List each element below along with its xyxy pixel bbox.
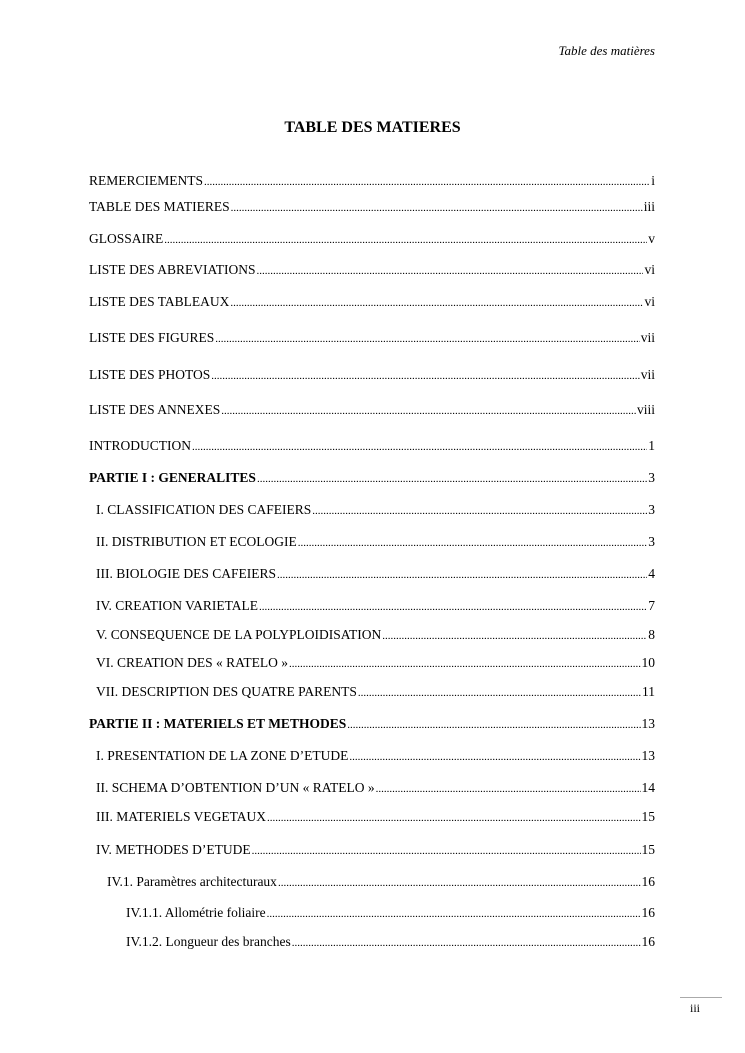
toc-entry-creation-ratelo[interactable]: VI. CREATION DES « RATELO » ..... 10 <box>96 654 655 673</box>
toc-entry-biologie[interactable]: III. BIOLOGIE DES CAFEIERS ..... 4 <box>96 565 655 584</box>
toc-entry-glossaire[interactable]: GLOSSAIRE ..... v <box>89 230 655 249</box>
toc-entry-liste-annexes[interactable]: LISTE DES ANNEXES ..... viii <box>89 401 655 420</box>
toc-entry-methodes-etude[interactable]: IV. METHODES D’ETUDE ..... 15 <box>96 841 655 860</box>
footer-divider <box>680 997 722 998</box>
toc-entry-materiels-vegetaux[interactable]: III. MATERIELS VEGETAUX ..... 15 <box>96 808 655 827</box>
toc-entry-liste-photos[interactable]: LISTE DES PHOTOS ..... vii <box>89 366 655 385</box>
toc-entry-partie-1[interactable]: PARTIE I : GENERALITES ..... 3 <box>89 469 655 488</box>
toc-entry-schema-obtention[interactable]: II. SCHEMA D’OBTENTION D’UN « RATELO » ..... 14 <box>96 779 655 798</box>
toc-entry-longueur-branches[interactable]: IV.1.2. Longueur des branches ..... 16 <box>126 933 655 952</box>
toc-entry-creation-varietale[interactable]: IV. CREATION VARIETALE ..... 7 <box>96 597 655 616</box>
toc-entry-classification[interactable]: I. CLASSIFICATION DES CAFEIERS ..... 3 <box>96 501 655 520</box>
toc-entry-liste-tableaux[interactable]: LISTE DES TABLEAUX ..... vi <box>89 293 655 312</box>
page-number: iii <box>690 1001 701 1015</box>
toc-entry-partie-2[interactable]: PARTIE II : MATERIELS ET METHODES ..... 13 <box>89 715 655 734</box>
toc-entry-introduction[interactable]: INTRODUCTION ..... 1 <box>89 437 655 456</box>
toc-entry-quatre-parents[interactable]: VII. DESCRIPTION DES QUATRE PARENTS ..... 11 <box>96 683 655 702</box>
toc-entry-liste-abreviations[interactable]: LISTE DES ABREVIATIONS ..... vi <box>89 261 655 280</box>
toc-entry-parametres-architecturaux[interactable]: IV.1. Paramètres architecturaux ..... 16 <box>107 873 655 892</box>
toc-entry-polyploidisation[interactable]: V. CONSEQUENCE DE LA POLYPLOIDISATION ..... 8 <box>96 626 655 645</box>
toc-entry-distribution[interactable]: II. DISTRIBUTION ET ECOLOGIE ..... 3 <box>96 533 655 552</box>
running-header: Table des matières <box>558 43 655 58</box>
toc-entry-zone-etude[interactable]: I. PRESENTATION DE LA ZONE D’ETUDE ..... 13 <box>96 747 655 766</box>
toc-entry-table-des-matieres[interactable]: TABLE DES MATIERES ..... iii <box>89 198 655 217</box>
page-title: TABLE DES MATIERES <box>284 119 461 136</box>
toc-entry-remerciements[interactable]: REMERCIEMENTS ..... i <box>89 172 655 191</box>
toc-entry-allometrie-foliaire[interactable]: IV.1.1. Allométrie foliaire ..... 16 <box>126 904 655 923</box>
toc-entry-liste-figures[interactable]: LISTE DES FIGURES ..... vii <box>89 329 655 348</box>
